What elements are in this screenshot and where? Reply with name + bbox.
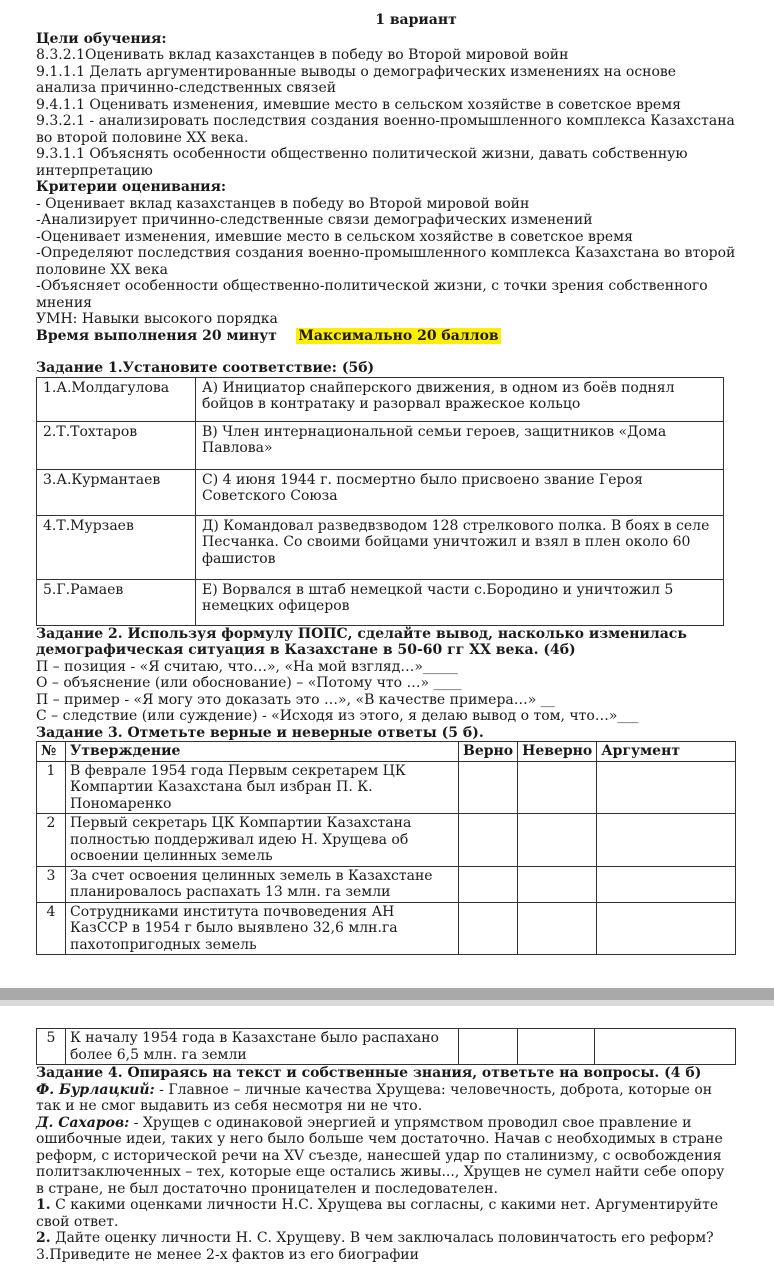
row-number: 5 xyxy=(37,1029,66,1065)
question-text: Приведите не менее 2-х фактов из его биографии xyxy=(49,1246,419,1263)
col-true: Верно xyxy=(459,742,518,762)
question-item xyxy=(36,1230,736,1247)
true-cell[interactable] xyxy=(459,866,518,902)
quote-sakharov xyxy=(36,1115,736,1198)
task2-title: Задание 2. Используя формулу ПОПС, сделайте вывод, насколько изменилась демографическая ситуация в Казахстане в 50-60 гг XX века. (4б) xyxy=(36,625,687,658)
criteria-item: -Анализирует причинно-следственные связи демографических изменений xyxy=(36,212,593,228)
task1-left-cell: 4.Т.Мурзаев xyxy=(37,515,196,579)
question-text: Дайте оценку личности Н. С. Хрущеву. В чем заключалась половинчатость его реформ? xyxy=(50,1230,714,1246)
task1-right-cell: Е) Ворвался в штаб немецкой части с.Бородино и уничтожил 5 немецких офицеров xyxy=(196,579,724,625)
argument-cell[interactable] xyxy=(597,814,736,867)
row-number: 4 xyxy=(37,902,66,955)
question-item xyxy=(36,1247,736,1264)
task4-title: Задание 4. Опираясь на текст и собственные знания, ответьте на вопросы. (4 б) xyxy=(36,1065,702,1081)
quote-author: Д. Сахаров: xyxy=(36,1114,130,1131)
task1-left-cell: 1.А.Молдагулова xyxy=(37,377,196,421)
pops-line: О – объяснение (или обоснование) – «Потому что …» ____ xyxy=(36,675,462,691)
pops-line: С – следствие (или суждение) - «Исходя из этого, я делаю вывод о том, что…»___ xyxy=(36,708,639,724)
criteria-item: -Объясняет особенности общественно-политической жизни, с точки зрения собственного мнения xyxy=(36,278,708,311)
max-score: Максимально 20 баллов xyxy=(298,327,499,344)
criteria-item: -Оценивает изменения, имевшие место в сельском хозяйстве в советское время xyxy=(36,228,633,245)
table-row xyxy=(37,377,724,421)
row-statement: К началу 1954 года в Казахстане было распахано более 6,5 млн. га земли xyxy=(66,1029,459,1065)
criteria-item: - Оценивает вклад казахстанцев в победу во Второй мировой войн xyxy=(36,195,530,212)
time-line xyxy=(36,328,736,345)
question-item xyxy=(36,1197,736,1230)
row-number: 3 xyxy=(37,866,66,902)
quote-text: - Хрущев с одинаковой энергией и упрямством проводил свое правление и ошибочные идеи, таких у него было больше чем достаточно. Начав с необходимых в стране реформ, с исторической речи на XV съезде, нанесшей удар по сталинизму, с освобождения политзаключенных – тех, которые еще остались живы..., Хрущев не сумел найти себе опору в стране, не был достаточно проницателен и последователен. xyxy=(36,1114,725,1197)
table-row xyxy=(37,1029,736,1065)
col-argument: Аргумент xyxy=(597,742,736,762)
true-cell[interactable] xyxy=(459,814,518,867)
false-cell[interactable] xyxy=(518,814,597,867)
true-cell[interactable] xyxy=(459,1029,518,1065)
argument-cell[interactable] xyxy=(595,1029,736,1065)
goals-heading: Цели обучения: xyxy=(36,30,167,47)
table-row xyxy=(37,579,724,625)
goal-item: 9.4.1.1 Оценивать изменения, имевшие место в сельском хозяйстве в советское время xyxy=(36,96,681,113)
quote-author: Ф. Бурлацкий: xyxy=(36,1081,155,1098)
page-break-shadow xyxy=(0,1000,774,1006)
variant-title: 1 вариант xyxy=(375,12,457,28)
question-text: С какими оценками личности Н.С. Хрущева вы согласны, с какими нет. Аргументируйте свой ответ. xyxy=(36,1197,719,1230)
table-row xyxy=(37,469,724,515)
table-row xyxy=(37,421,724,469)
umn-line: УМН: Навыки высокого порядка xyxy=(36,311,278,327)
table-row xyxy=(37,515,724,579)
false-cell[interactable] xyxy=(518,902,597,955)
table-row xyxy=(37,866,736,902)
question-number: 2. xyxy=(36,1230,51,1246)
criteria-heading: Критерии оценивания: xyxy=(36,179,227,195)
false-cell[interactable] xyxy=(518,761,597,814)
worksheet xyxy=(36,12,736,955)
false-cell[interactable] xyxy=(518,1029,595,1065)
task3-title: Задание 3. Отметьте верные и неверные ответы (5 б). xyxy=(36,724,484,741)
row-statement: Первый секретарь ЦК Компартии Казахстана полностью поддерживал идею Н. Хрущева об освоении целинных земель xyxy=(66,814,459,867)
row-statement: В феврале 1954 года Первым секретарем ЦК Компартии Казахстана был избран П. К. Пономаренко xyxy=(66,761,459,814)
row-number: 1 xyxy=(37,761,66,814)
goal-item: 9.3.1.1 Объяснять особенности общественно политической жизни, давать собственную интерпретацию xyxy=(36,146,688,179)
row-statement: За счет освоения целинных земель в Казахстане планировалось распахать 13 млн. га земли xyxy=(66,866,459,902)
goal-item: 8.3.2.1Оценивать вклад казахстанцев в победу во Второй мировой войн xyxy=(36,47,569,63)
pops-line: П – пример - «Я могу это доказать это …», «В качестве примера…» __ xyxy=(36,691,555,708)
task1-right-cell: С) 4 июня 1944 г. посмертно было присвоено звание Героя Советского Союза xyxy=(196,469,724,515)
task1-table xyxy=(36,377,724,626)
task1-right-cell: Д) Командовал разведвзводом 128 стрелкового полка. В боях в селе Песчанка. Со своими бойцами уничтожил и взял в плен около 60 фашистов xyxy=(196,515,724,579)
question-number: 3. xyxy=(36,1246,50,1263)
time-text: Время выполнения 20 минут xyxy=(36,327,277,344)
goal-item: 9.3.2.1 - анализировать последствия создания военно-промышленного комплекса Казахстана во второй половине XX века. xyxy=(36,113,735,146)
table-row xyxy=(37,902,736,955)
task1-title: Задание 1.Установите соответствие: (5б) xyxy=(36,360,375,376)
table-header-row xyxy=(37,742,736,762)
argument-cell[interactable] xyxy=(597,902,736,955)
col-number: № xyxy=(37,742,66,762)
criteria-item: -Определяют последствия создания военно-промышленного комплекса Казахстана во второй половине XX века xyxy=(36,245,736,278)
true-cell[interactable] xyxy=(459,761,518,814)
pops-line: П – позиция - «Я считаю, что…», «На мой взгляд…»_____ xyxy=(36,658,458,675)
task1-right-cell: А) Инициатор снайперского движения, в одном из боёв поднял бойцов в контратаку и разорвал вражеское кольцо xyxy=(196,377,724,421)
false-cell[interactable] xyxy=(518,866,597,902)
task3-table-continued xyxy=(36,1028,736,1065)
col-statement: Утверждение xyxy=(66,742,459,762)
argument-cell[interactable] xyxy=(597,761,736,814)
goal-item: 9.1.1.1 Делать аргументированные выводы о демографических изменениях на основе анализа причинно-следственных связей xyxy=(36,63,677,96)
task1-left-cell: 5.Г.Рамаев xyxy=(37,579,196,625)
row-number: 2 xyxy=(37,814,66,867)
table-row xyxy=(37,814,736,867)
true-cell[interactable] xyxy=(459,902,518,955)
row-statement: Сотрудниками института почвоведения АН КазССР в 1954 г было выявлено 32,6 млн.га пахотопригодных земель xyxy=(66,902,459,955)
table-row xyxy=(37,761,736,814)
question-number: 1. xyxy=(36,1197,51,1213)
quote-text: - Главное – личные качества Хрущева: человечность, доброта, которые он так и не смог выдавить из себя несмотря ни не что. xyxy=(36,1081,713,1114)
worksheet-page-2 xyxy=(36,1028,736,1263)
task1-left-cell: 3.А.Курмантаев xyxy=(37,469,196,515)
task1-right-cell: В) Член интернациональной семьи героев, защитников «Дома Павлова» xyxy=(196,421,724,469)
col-false: Неверно xyxy=(518,742,597,762)
quote-burlatsky xyxy=(36,1082,736,1115)
page-break-bar xyxy=(0,988,774,1000)
argument-cell[interactable] xyxy=(597,866,736,902)
task3-table xyxy=(36,741,736,955)
task1-left-cell: 2.Т.Тохтаров xyxy=(37,421,196,469)
